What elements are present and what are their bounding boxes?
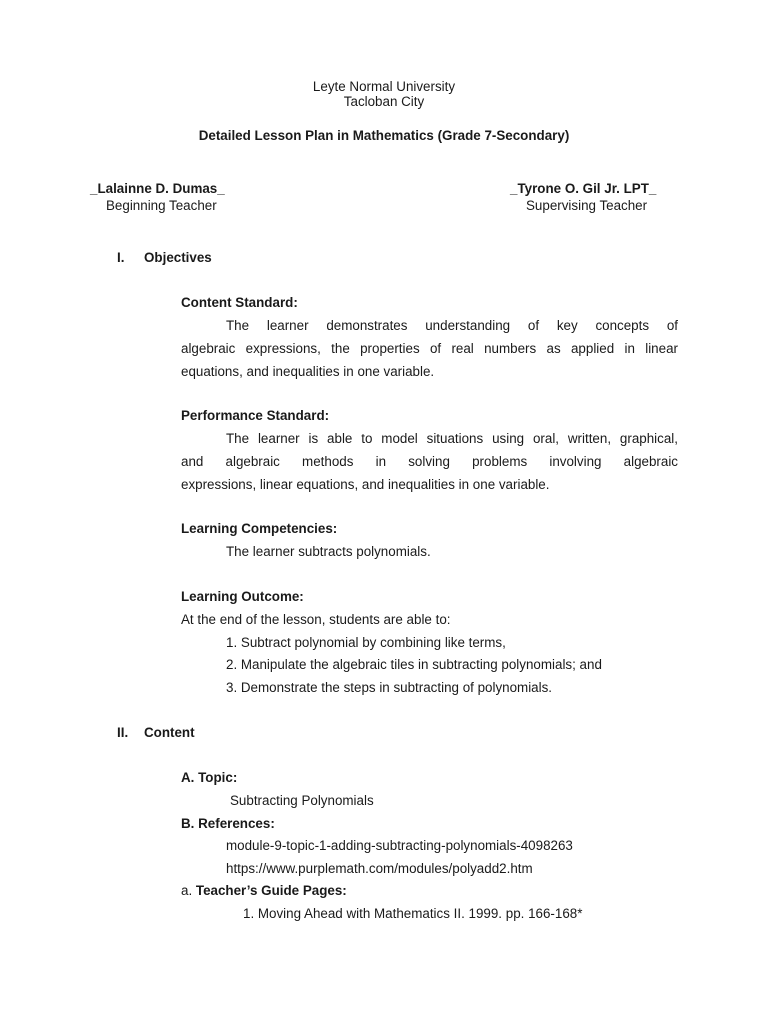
- performance-standard-heading: Performance Standard:: [181, 408, 330, 423]
- topic-heading: A. Topic:: [181, 770, 238, 785]
- teachers-guide-item-1: 1. Moving Ahead with Mathematics II. 1999. pp. 166-168*: [243, 906, 583, 921]
- section-2-title: Content: [144, 725, 195, 740]
- learning-outcome-intro: At the end of the lesson, students are able to:: [181, 612, 451, 627]
- reference-item-1: module-9-topic-1-adding-subtracting-polynomials-4098263: [226, 838, 573, 853]
- section-1-title: Objectives: [144, 250, 212, 265]
- teachers-guide-prefix: a.: [181, 883, 193, 898]
- city-name: Tacloban City: [343, 94, 425, 109]
- references-heading: B. References:: [181, 816, 275, 831]
- beginning-teacher-role: Beginning Teacher: [106, 198, 217, 213]
- learning-outcome-item-2: 2. Manipulate the algebraic tiles in subtracting polynomials; and: [226, 657, 602, 672]
- supervising-teacher-role: Supervising Teacher: [526, 198, 648, 213]
- beginning-teacher-name: _Lalainne D. Dumas_: [90, 181, 225, 196]
- learning-competencies-heading: Learning Competencies:: [181, 521, 338, 536]
- learning-outcome-heading: Learning Outcome:: [181, 589, 304, 604]
- learning-outcome-item-3: 3. Demonstrate the steps in subtracting of polynomials.: [226, 680, 553, 695]
- lesson-plan-title: Detailed Lesson Plan in Mathematics (Grade 7-Secondary): [198, 128, 570, 143]
- section-1-numeral: I.: [117, 250, 125, 265]
- content-standard-heading: Content Standard:: [181, 295, 298, 310]
- teachers-guide-line: [181, 883, 347, 898]
- reference-item-2: https://www.purplemath.com/modules/polyadd2.htm: [226, 861, 533, 876]
- learning-outcome-item-1: 1. Subtract polynomial by combining like terms,: [226, 635, 506, 650]
- supervising-teacher-name: _Tyrone O. Gil Jr. LPT_: [510, 181, 657, 196]
- performance-standard-line-1: The learner is able to model situations using oral, written, graphical,: [226, 431, 678, 446]
- learning-competencies-text: The learner subtracts polynomials.: [226, 544, 431, 559]
- content-standard-line-2: algebraic expressions, the properties of real numbers as applied in linear: [181, 341, 678, 356]
- performance-standard-line-2: and algebraic methods in solving problems involving algebraic: [181, 454, 678, 469]
- university-name: Leyte Normal University: [312, 79, 456, 94]
- topic-text: Subtracting Polynomials: [230, 793, 374, 808]
- content-standard-line-3: equations, and inequalities in one variable.: [181, 364, 435, 379]
- teachers-guide-heading: Teacher’s Guide Pages:: [195, 883, 347, 898]
- performance-standard-line-3: expressions, linear equations, and inequalities in one variable.: [181, 477, 550, 492]
- section-2-numeral: II.: [117, 725, 129, 740]
- content-standard-line-1: The learner demonstrates understanding of key concepts of: [226, 318, 678, 333]
